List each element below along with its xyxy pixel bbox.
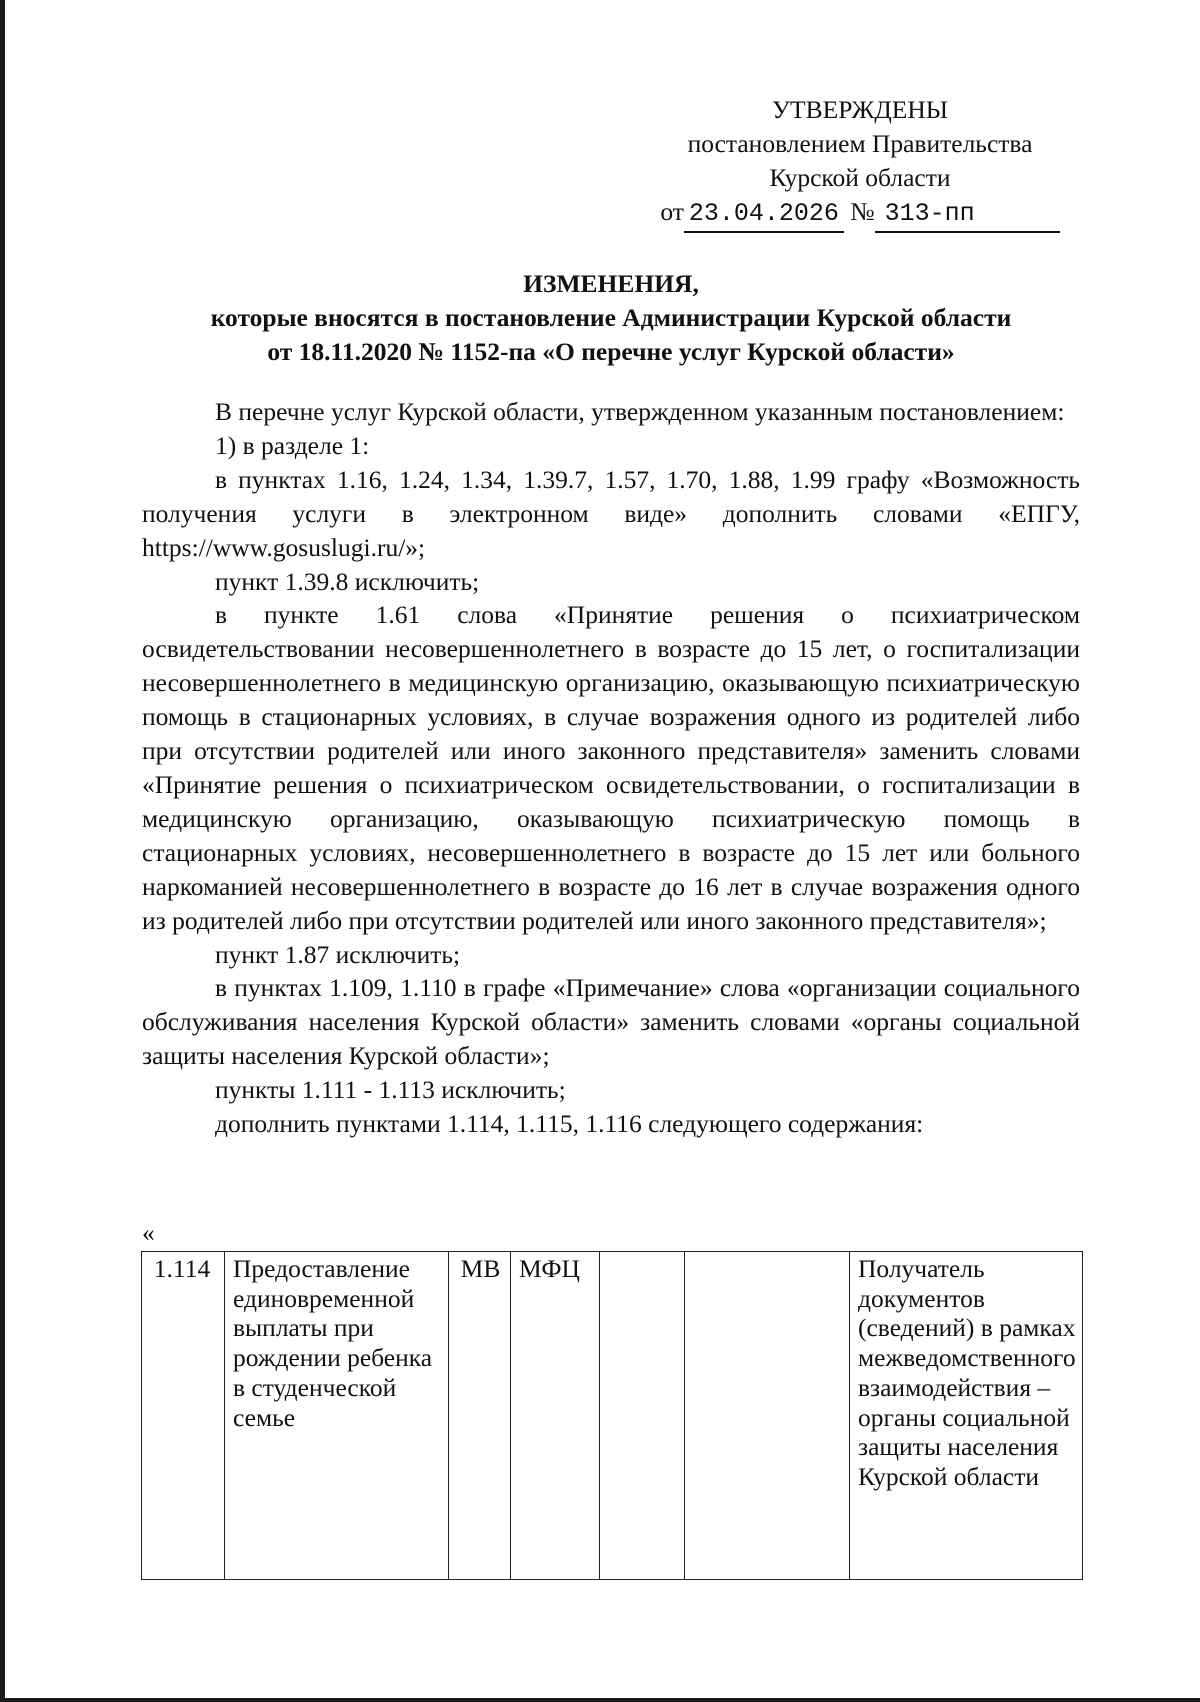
number-sign: № [850,197,875,226]
approval-title: УТВЕРЖДЕНЫ [772,95,948,124]
scan-bottom-edge [0,1698,1200,1702]
cell-channel: МФЦ [511,1252,600,1580]
approval-line-3: Курской области [769,163,951,192]
paragraph-intro: В перечне услуг Курской области, утвержденном указанным постановлением: [215,397,1065,426]
cell-item-number: 1.114 [142,1252,225,1580]
paragraph-exclude-1-87: пункт 1.87 исключить; [215,939,461,969]
approval-stamp [645,93,1075,233]
opening-quote: « [142,1218,155,1247]
heading-line-3: от 18.11.2020 № 1152-па «О перечне услуг Курской области» [267,337,955,366]
paragraph-exclude-1-111-1-113: пункты 1.111 - 1.113 исключить; [215,1075,566,1105]
heading-title: ИЗМЕНЕНИЯ, [523,269,699,298]
paragraph-item-1-61: в пункте 1.61 слова «Принятие решения о психиатрическом освидетельствовании несовершеннолетнего в возрасте до 15 лет, о госпитализации несовершеннолетнего в медицинскую организацию, оказывающую психиатрическую помощь в стационарных условиях, в случае возражения одного из родителей либо при отсутствии родителей или иного законного представителя» заменить словами «Принятие решения о психиатрическом освидетельствовании, о госпитализации в медицинскую организацию, оказывающую психиатрическую помощь в стационарных условиях, несовершеннолетнего в возрасте до 15 лет или больного наркоманией несовершеннолетнего в возрасте до 16 лет в случае возражения одного из родителей либо при отсутствии родителей или иного законного представителя»; [142,600,1080,935]
paragraph-section-1: 1) в разделе 1: [215,430,370,460]
approval-date-line [645,195,1075,233]
cell-note: Получатель документов (сведений) в рамках межведомственного взаимодействия – органы социальной защиты населения Курской области [850,1252,1083,1580]
heading-line-2: которые вносятся в постановление Администрации Курской области [210,303,1012,332]
approval-number: 313-пп [875,197,1060,233]
amendment-table [141,1251,1083,1580]
approval-line-2: постановлением Правительства [687,129,1033,158]
date-prefix: от [660,197,684,226]
cell-empty-5 [600,1252,685,1580]
document-heading [142,267,1080,369]
paragraph-items-1-109-1-110: в пунктах 1.109, 1.110 в графе «Примечание» слова «организации социального обслуживания населения Курской области» заменить словами «органы социальной защиты населения Курской области»; [142,973,1080,1071]
cell-empty-6 [685,1252,850,1580]
paragraph-exclude-1-39-8: пункт 1.39.8 исключить; [215,566,480,596]
scan-left-edge [0,0,5,1702]
paragraph-electronic-services: в пунктах 1.16, 1.24, 1.34, 1.39.7, 1.57, 1.70, 1.88, 1.99 графу «Возможность получения услуги в электронном виде» дополнить словами «ЕПГУ, https://www.gosuslugi.ru/»; [142,464,1080,562]
approval-date: 23.04.2026 [684,197,844,233]
paragraph-add-items: дополнить пунктами 1.114, 1.115, 1.116 следующего содержания: [215,1109,924,1139]
cell-level: МВ [449,1252,511,1580]
cell-service-name: Предоставление единовременной выплаты при рождении ребенка в студенческой семье [225,1252,449,1580]
document-body [142,395,1080,1141]
table-row [142,1252,1083,1580]
